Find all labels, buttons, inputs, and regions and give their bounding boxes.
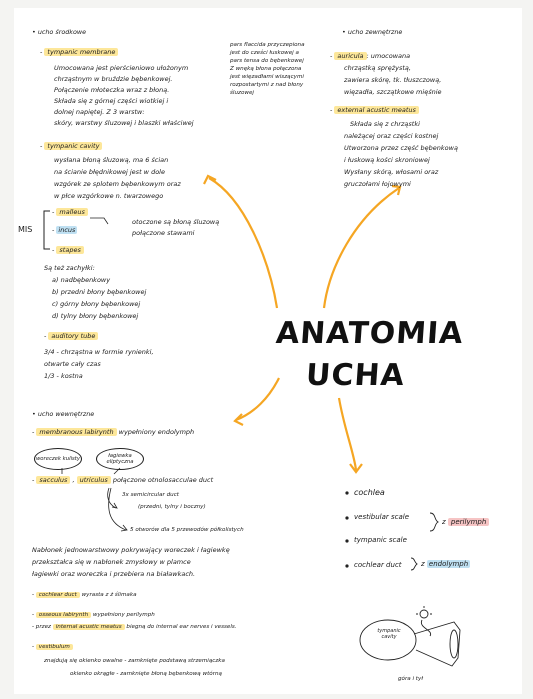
arrow-to-outer-ear <box>324 188 399 308</box>
semicircular-line: (przedni, tylny i boczny) <box>138 504 206 510</box>
recess-item: c) górny błony bębenkowej <box>52 300 141 308</box>
pars-note: pars tensa do bębenkowej <box>230 58 304 64</box>
tc-line: wysłana błoną śluzową, ma 6 ścian <box>54 156 169 164</box>
openings-line: 5 otworów dla 5 przewodów półkolistych <box>130 527 244 533</box>
recess-item: d) tylny błony bębenkowej <box>52 312 139 320</box>
utricle-bubble: łagiewka eliptyczna <box>96 448 144 470</box>
sketch-cavity-label: tympanic cavity <box>377 628 401 640</box>
pars-note: pars flaccida przyczepiona <box>230 42 305 48</box>
incus-label: - incus <box>52 226 76 234</box>
sacculus-line: - sacculus , utriculus połączone otnolosacculae duct <box>32 476 214 484</box>
endolymph-note: z endolymph <box>421 560 469 568</box>
semicircular-line: 3x semicircular duct <box>122 492 179 498</box>
vestibulum-line: okienko okrągłe - zamknięte błoną bębenkową wtórną <box>70 671 222 677</box>
internal-line: - przez internal acustic meatus biegną do internal ear nerves i vessels. <box>32 624 237 630</box>
tc-line: wzgórek ze splotem bębenkowym oraz <box>54 180 181 188</box>
tm-line: Połączenie młoteczka wraz z błoną. <box>54 86 170 94</box>
tympanic-cavity-label: - tympanic cavity <box>40 142 102 150</box>
external-meatus-label: - external acustic meatus <box>330 106 419 114</box>
notes-page <box>14 8 522 694</box>
mis-label: MIS <box>18 225 33 234</box>
arrow-to-middle-ear <box>209 178 277 308</box>
arrow-to-inner-ear <box>236 378 279 420</box>
em-line: gruczołami łojowymi <box>344 180 411 188</box>
tc-line: na ścianie błędnikowej jest w dole <box>54 168 165 176</box>
recesses-intro: Są też zachyłki: <box>44 264 95 272</box>
auricula-line: więzadła, szczątkowe mięśnie <box>344 88 442 96</box>
perilymph-note: z perilymph <box>442 518 489 526</box>
em-line: Wysłany skórą, włosami oraz <box>344 168 439 176</box>
tympanic-scale-label: tympanic scale <box>354 536 407 544</box>
middle-ear-heading: • ucho środkowe <box>32 28 86 36</box>
arrow-to-cochlea <box>339 398 356 470</box>
tm-line: chrząstnym w bruździe bębenkowej. <box>54 75 173 83</box>
nabloniek-line: łagiewki oraz woreczka i przebiera na białawkach. <box>32 570 196 578</box>
tm-line: Umocowana jest pierścieniowo ułożonym <box>54 64 189 72</box>
em-line: Utworzona przez część bębenkową <box>344 144 458 152</box>
saccule-bubble: woreczek kulisty <box>34 448 82 470</box>
sketch-caption: góra i tył <box>398 676 423 682</box>
osseous-line: - osseous labirynth wypełniony perilymph <box>32 612 155 618</box>
em-line: i łuskową kości skroniowej <box>344 156 430 164</box>
at-line: otwarte cały czas <box>44 360 101 368</box>
tm-line: dolnej napiętej. Z 3 warstw: <box>54 108 145 116</box>
stapes-label: - stapes <box>52 246 84 254</box>
auricula-label: - auricula : umocowana <box>330 52 411 60</box>
malleus-label: - malleus <box>52 208 88 216</box>
membranous-line: - membranous labirynth wypełniony endolymph <box>32 428 195 436</box>
tympanic-membrane-label: - tympanic membrane <box>40 48 118 56</box>
auricula-line: zawiera skórę, tk. tłuszczową, <box>344 76 442 84</box>
vestibular-scale-label: vestibular scale <box>354 513 410 521</box>
pars-note: jest więzadłami wiszącymi <box>230 74 304 80</box>
tc-line: w płce wzgórkowe n. twarzowego <box>54 192 164 200</box>
title-line-1: ANATOMIA <box>274 316 465 351</box>
tm-line: skóry, warstwy śluzowej i blaszki właściwej <box>54 119 194 127</box>
at-line: 1/3 - kostna <box>44 372 83 380</box>
recess-item: b) przedni błony bębenkowej <box>52 288 147 296</box>
outer-ear-heading: • ucho zewnętrzne <box>342 28 402 36</box>
ossicles-note: połączone stawami <box>132 229 195 237</box>
vestibulum-label: - vestibulum <box>32 644 73 651</box>
mis-bracket <box>44 211 50 249</box>
inner-ear-heading: • ucho wewnętrzne <box>32 410 94 418</box>
pars-note: śluzowej <box>230 90 254 96</box>
cochlear-duct-line: - cochlear duct wyrasta z ż ślimaka <box>32 592 137 598</box>
cochlea-label: cochlea <box>354 488 385 497</box>
title-line-2: UCHA <box>304 358 406 393</box>
pars-note: Z wnęką błona połączona <box>230 66 302 72</box>
em-line: Składa się z chrząstki <box>350 120 420 128</box>
nabloniek-line: przekształca się w nabłonek zmysłowy w plamce <box>32 558 191 566</box>
cochlear-duct-item: cochlear duct <box>354 561 402 569</box>
auricula-line: chrząstką sprężystą, <box>344 64 411 72</box>
em-line: należącej oraz części kostnej <box>344 132 439 140</box>
nabloniek-line: Nabłonek jednowarstwowy pokrywający woreczek i łagiewkę <box>32 546 230 554</box>
recess-item: a) nadbębenkowy <box>52 276 111 284</box>
tm-line: Składa się z górnej części wiotkiej i <box>54 97 169 105</box>
ossicles-note: otoczone są błoną śluzową <box>132 218 220 226</box>
auditory-tube-label: - auditory tube <box>44 332 98 340</box>
pars-note: rozpostartymi z nad błony <box>230 82 304 88</box>
at-line: 3/4 - chrząstna w formie rynienki, <box>44 348 154 356</box>
pars-note: jest do cześci łuskowej a <box>230 50 299 56</box>
vestibulum-line: znajdują się okienko owalne - zamknięte podstawą strzemiączka <box>44 658 225 664</box>
